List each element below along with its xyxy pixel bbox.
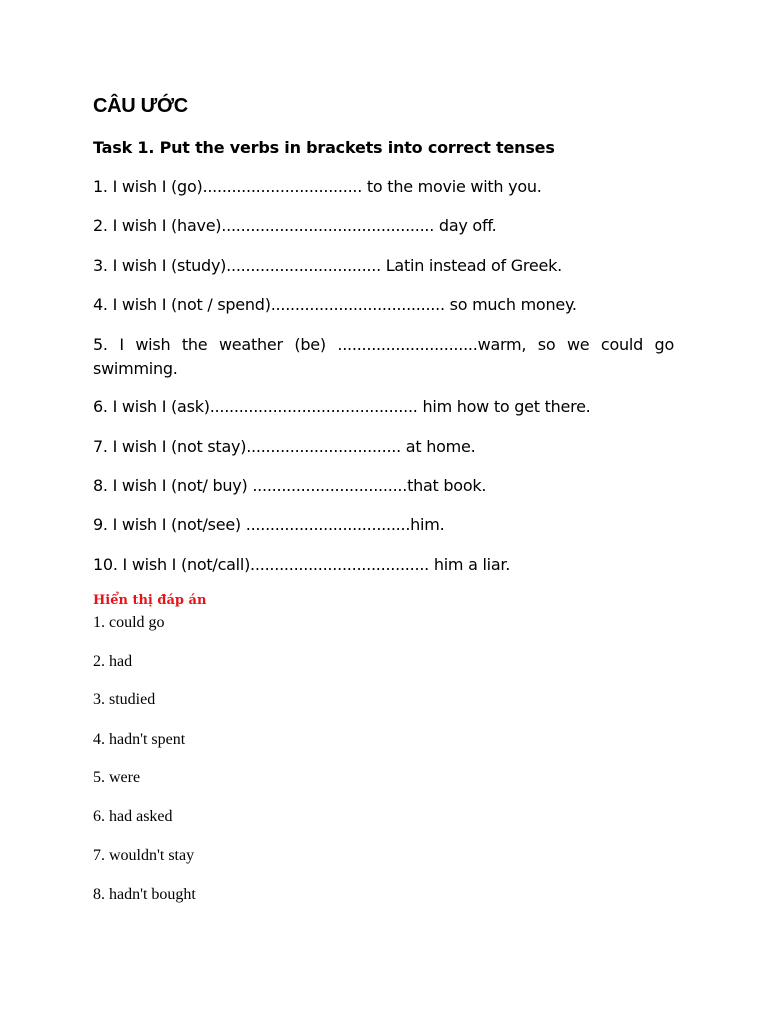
answer-item: 8. hadn't bought: [93, 886, 196, 903]
question-item: 3. I wish I (study)................................ Latin instead of Greek.: [93, 256, 562, 275]
question-item: 10. I wish I (not/call)..................................... him a liar.: [93, 555, 511, 574]
question-item: 2. I wish I (have)............................................ day off.: [93, 216, 497, 235]
question-item: 8. I wish I (not/ buy) ................................that book.: [93, 476, 487, 495]
page-title: CÂU ƯỚC: [93, 95, 188, 117]
answer-item: 3. studied: [93, 691, 156, 708]
answer-item: 2. had: [93, 653, 133, 670]
answer-item: 7. wouldn't stay: [93, 847, 195, 864]
question-item: 6. I wish I (ask)........................................... him how to get there.: [93, 397, 591, 416]
question-item: 4. I wish I (not / spend).................................... so much money.: [93, 295, 577, 314]
question-item: 1. I wish I (go)................................. to the movie with you.: [93, 177, 542, 196]
task-heading: Task 1. Put the verbs in brackets into correct tenses: [93, 138, 555, 157]
question-item: 5. I wish the weather (be) .............................warm, so we could go swimming.: [93, 335, 674, 378]
question-item: 9. I wish I (not/see) ..................................him.: [93, 515, 445, 534]
answer-item: 4. hadn't spent: [93, 731, 186, 748]
answer-item: 6. had asked: [93, 808, 173, 825]
answer-item: 1. could go: [93, 614, 165, 631]
answer-item: 5. were: [93, 769, 141, 786]
question-item: 7. I wish I (not stay)................................ at home.: [93, 437, 476, 456]
show-answers-link[interactable]: Hiển thị đáp án: [93, 593, 207, 608]
